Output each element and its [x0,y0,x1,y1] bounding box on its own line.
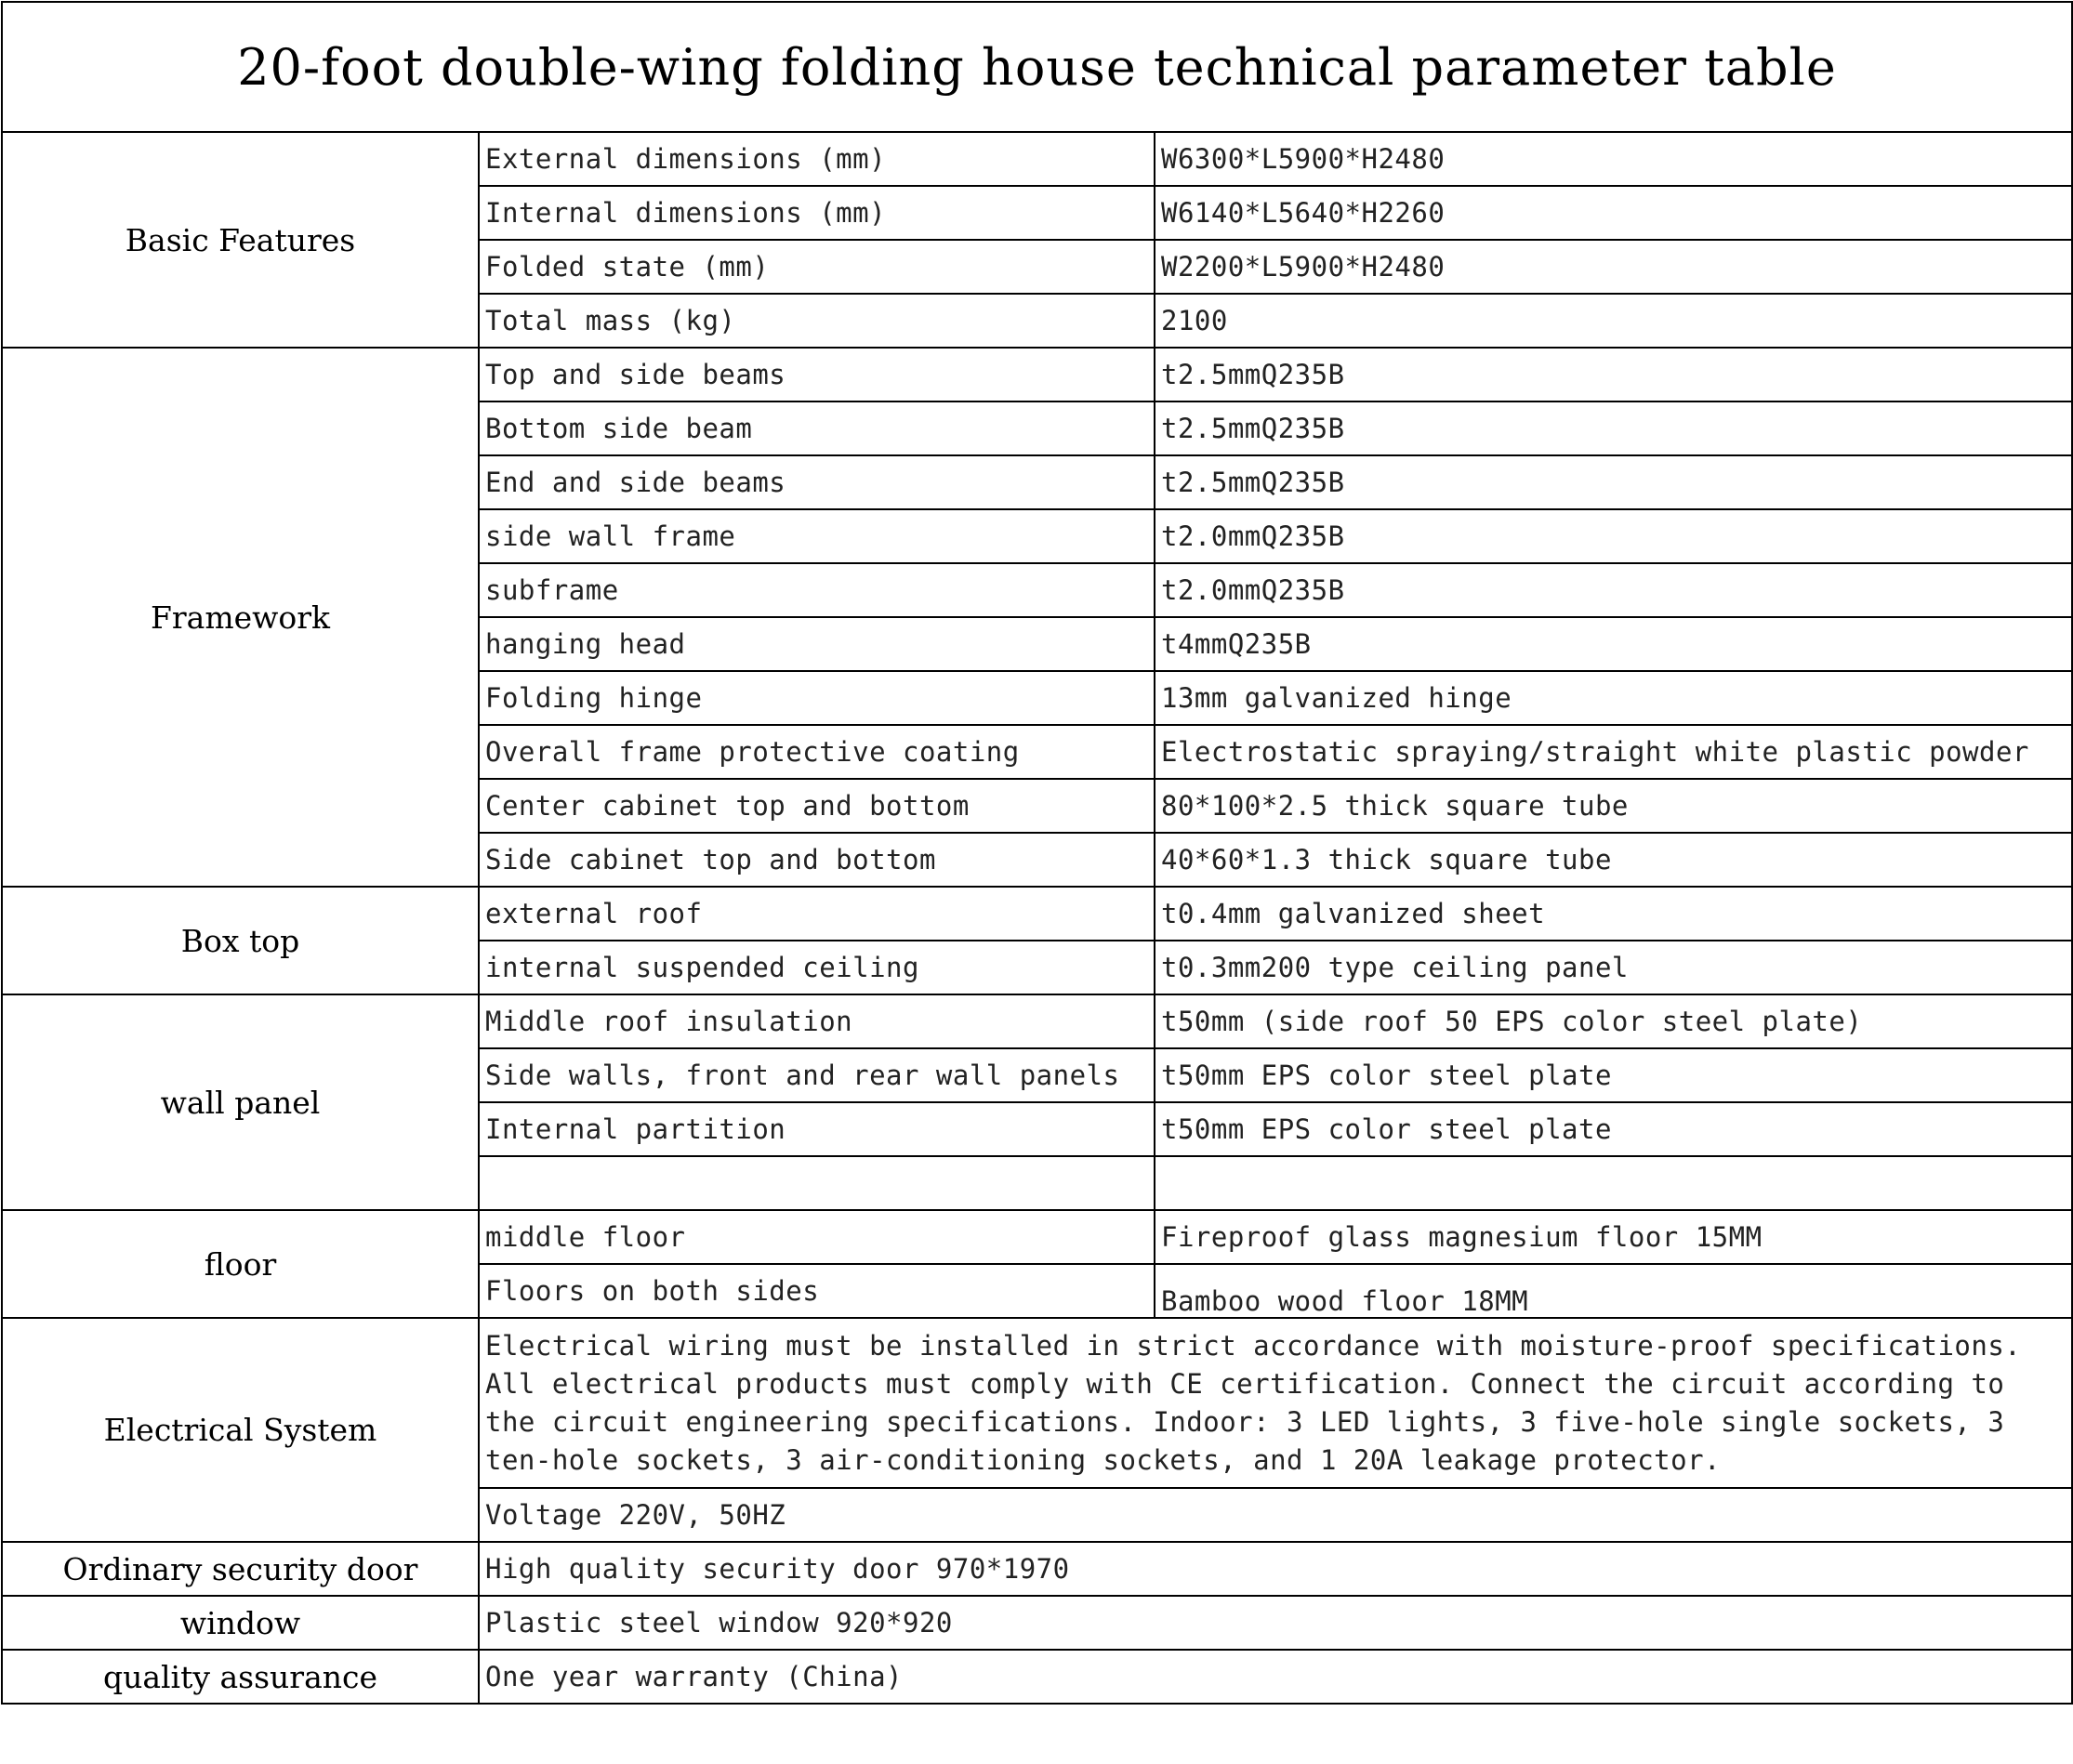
item-side-floors: Floors on both sides [479,1264,1155,1318]
value-internal-partition: t50mm EPS color steel plate [1155,1102,2072,1156]
item-folding-hinge: Folding hinge [479,671,1155,725]
category-basic-features: Basic Features [2,132,479,348]
item-hanging-head: hanging head [479,617,1155,671]
item-suspended-ceiling: internal suspended ceiling [479,941,1155,994]
table-title: 20-foot double-wing folding house technical parameter table [2,2,2072,132]
item-subframe: subframe [479,563,1155,617]
item-middle-floor: middle floor [479,1210,1155,1264]
value-protective-coating: Electrostatic spraying/straight white plastic powder [1155,725,2072,779]
value-internal-dimensions: W6140*L5640*H2260 [1155,186,2072,240]
value-folding-hinge: 13mm galvanized hinge [1155,671,2072,725]
value-center-cabinet: 80*100*2.5 thick square tube [1155,779,2072,833]
category-electrical-system: Electrical System [2,1318,479,1542]
category-floor: floor [2,1210,479,1318]
value-side-floors: Bamboo wood floor 18MM [1155,1264,2072,1318]
category-security-door: Ordinary security door [2,1542,479,1596]
item-top-side-beams: Top and side beams [479,348,1155,402]
parameter-table [1,1,2073,1705]
item-folded-state: Folded state (mm) [479,240,1155,294]
electrical-voltage: Voltage 220V, 50HZ [479,1488,2072,1542]
value-suspended-ceiling: t0.3mm200 type ceiling panel [1155,941,2072,994]
value-side-cabinet: 40*60*1.3 thick square tube [1155,833,2072,887]
electrical-description: Electrical wiring must be installed in strict accordance with moisture-proof specifications. All electrical products must comply with CE certification. Connect the circuit according to the circuit engineering specifications. Indoor: 3 LED lights, 3 five-hole single sockets, 3 ten-hole sockets, 3 air-conditioning sockets, and 1 20A leakage protector. [479,1318,2072,1488]
item-middle-roof-insulation: Middle roof insulation [479,994,1155,1048]
value-external-dimensions: W6300*L5900*H2480 [1155,132,2072,186]
value-wall-panels: t50mm EPS color steel plate [1155,1048,2072,1102]
item-internal-partition: Internal partition [479,1102,1155,1156]
item-end-side-beams: End and side beams [479,455,1155,509]
value-security-door: High quality security door 970*1970 [479,1542,2072,1596]
item-side-cabinet: Side cabinet top and bottom [479,833,1155,887]
value-end-side-beams: t2.5mmQ235B [1155,455,2072,509]
value-quality-assurance: One year warranty (China) [479,1650,2072,1704]
item-bottom-side-beam: Bottom side beam [479,402,1155,455]
item-center-cabinet: Center cabinet top and bottom [479,779,1155,833]
category-wall-panel: wall panel [2,994,479,1210]
value-folded-state: W2200*L5900*H2480 [1155,240,2072,294]
value-middle-floor: Fireproof glass magnesium floor 15MM [1155,1210,2072,1264]
category-window: window [2,1596,479,1650]
value-external-roof: t0.4mm galvanized sheet [1155,887,2072,941]
empty-value-cell [1155,1156,2072,1210]
category-quality-assurance: quality assurance [2,1650,479,1704]
item-internal-dimensions: Internal dimensions (mm) [479,186,1155,240]
empty-item-cell [479,1156,1155,1210]
value-hanging-head: t4mmQ235B [1155,617,2072,671]
value-bottom-side-beam: t2.5mmQ235B [1155,402,2072,455]
item-external-dimensions: External dimensions (mm) [479,132,1155,186]
value-subframe: t2.0mmQ235B [1155,563,2072,617]
value-middle-roof-insulation: t50mm (side roof 50 EPS color steel plate) [1155,994,2072,1048]
item-total-mass: Total mass (kg) [479,294,1155,348]
value-top-side-beams: t2.5mmQ235B [1155,348,2072,402]
value-total-mass: 2100 [1155,294,2072,348]
value-side-wall-frame: t2.0mmQ235B [1155,509,2072,563]
item-side-wall-frame: side wall frame [479,509,1155,563]
item-wall-panels: Side walls, front and rear wall panels [479,1048,1155,1102]
category-framework: Framework [2,348,479,887]
category-box-top: Box top [2,887,479,994]
value-window: Plastic steel window 920*920 [479,1596,2072,1650]
item-external-roof: external roof [479,887,1155,941]
item-protective-coating: Overall frame protective coating [479,725,1155,779]
